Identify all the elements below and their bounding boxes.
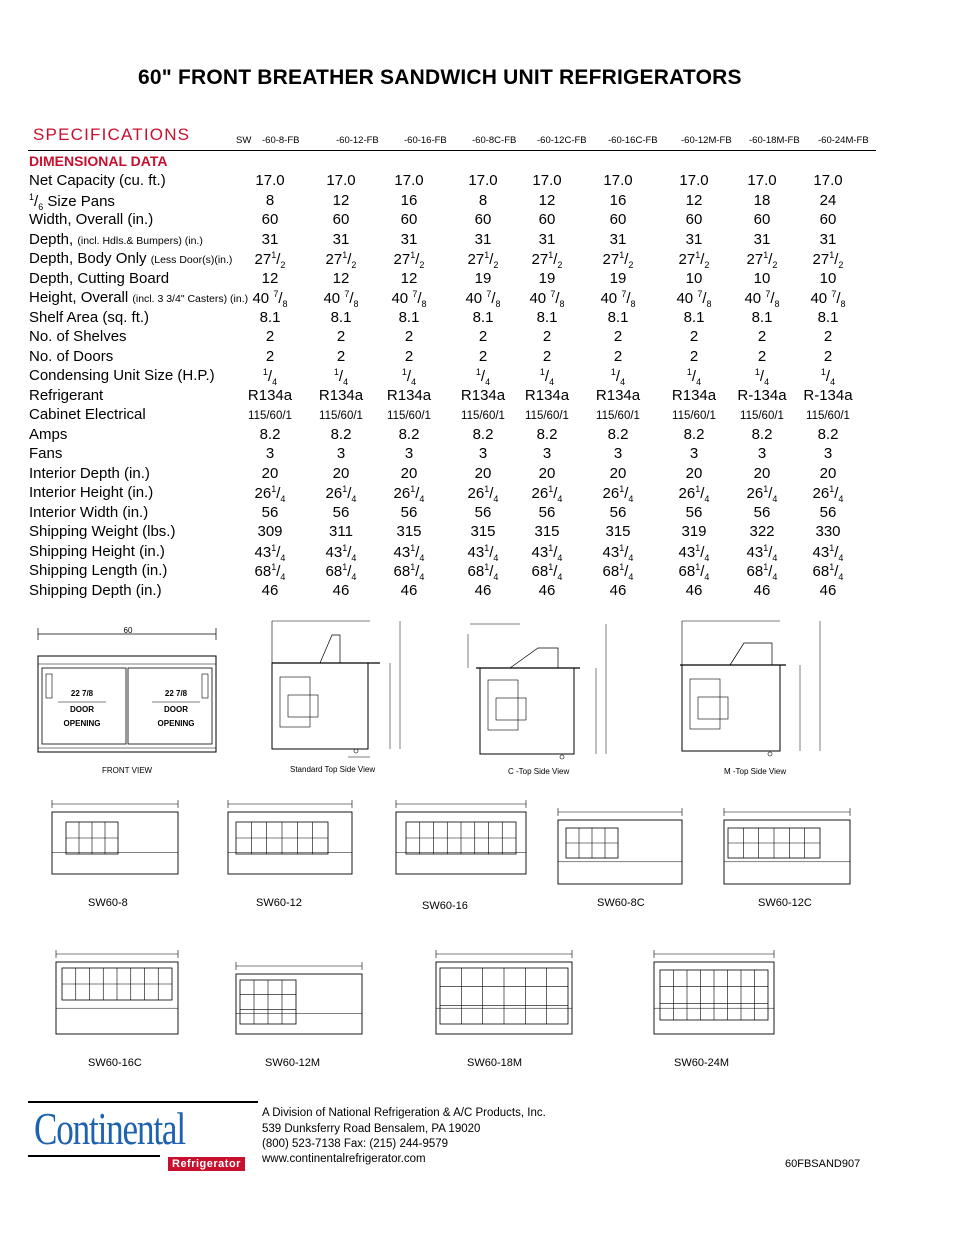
- front-width-dim: 60: [123, 626, 133, 635]
- spec-cell: 3: [689, 445, 699, 462]
- sw60-18m-top-view: [426, 950, 582, 1046]
- spec-cell: 60: [332, 211, 350, 228]
- spec-cell: $43^1/_4$: [602, 542, 634, 563]
- spec-cell: 20: [474, 464, 492, 482]
- spec-row-label: Shipping Length (in.): [29, 562, 168, 579]
- spec-cell: 8.1: [259, 308, 281, 326]
- spec-cell: 12: [538, 191, 556, 209]
- spec-cell: 10: [685, 269, 703, 287]
- spec-row-label: Condensing Unit Size (H.P.): [29, 367, 215, 384]
- company-phone: (800) 523-7138 Fax: (215) 244-9579: [262, 1138, 449, 1150]
- spec-cell: 17.0: [747, 172, 777, 189]
- spec-cell: 17.0: [603, 172, 633, 189]
- spec-cell: 46: [400, 581, 418, 599]
- spec-cell: 56: [753, 503, 771, 521]
- spec-row-label: Interior Height (in.): [29, 484, 154, 501]
- spec-cell: $^1/_4$: [754, 367, 770, 387]
- spec-cell: 56: [474, 503, 492, 521]
- spec-cell: 20: [400, 464, 418, 482]
- spec-cell: 2: [757, 347, 767, 365]
- spec-cell: 19: [538, 269, 556, 287]
- spec-cell: $26^1/_4$: [812, 484, 844, 504]
- spec-cell: 115/60/1: [596, 410, 640, 422]
- document-code: 60FBSAND907: [785, 1158, 861, 1170]
- spec-cell: 20: [609, 464, 627, 482]
- spec-cell: 16: [400, 191, 418, 209]
- spec-cell: R134a: [247, 386, 293, 404]
- spec-cell: 60: [261, 211, 279, 228]
- c-side-view-caption: C -Top Side View: [508, 767, 570, 776]
- spec-cell: 8.1: [330, 308, 352, 326]
- spec-cell: 8.2: [472, 425, 494, 443]
- spec-row-label: $^1/_6$ Size Pans: [29, 191, 115, 212]
- spec-cell: $43^1/_4$: [393, 542, 425, 563]
- sw60-18m-caption: SW60-18M: [467, 1057, 523, 1069]
- spec-cell: 31: [332, 230, 350, 248]
- standard-side-view-drawing: [240, 617, 440, 765]
- spec-cell: 3: [265, 445, 275, 462]
- spec-cell: 46: [538, 581, 556, 599]
- spec-cell: 40 $^7/_8$: [600, 289, 636, 309]
- spec-cell: 12: [332, 191, 350, 209]
- spec-row-label: Net Capacity (cu. ft.): [29, 172, 166, 189]
- spec-row-label: Width, Overall (in.): [29, 211, 154, 228]
- sw60-24m-caption: SW60-24M: [674, 1057, 730, 1069]
- spec-cell: 60: [474, 211, 492, 228]
- sw60-12-caption: SW60-12: [256, 897, 302, 909]
- sw60-16c-top-view: [46, 950, 188, 1046]
- dimensional-data-heading: DIMENSIONAL DATA: [29, 153, 168, 169]
- sw60-12-top-view: [218, 800, 362, 886]
- spec-cell: 2: [478, 347, 488, 365]
- sw60-8c-top-view: [548, 808, 692, 896]
- spec-cell: 10: [753, 269, 771, 287]
- sw60-8-top-view: [42, 800, 188, 886]
- spec-cell: 2: [336, 347, 346, 365]
- spec-cell: 8.2: [398, 425, 420, 443]
- spec-cell: R134a: [671, 386, 717, 404]
- spec-cell: $26^1/_4$: [393, 484, 425, 504]
- spec-cell: 40 $^7/_8$: [529, 289, 565, 309]
- spec-cell: 60: [609, 211, 627, 228]
- spec-cell: 56: [685, 503, 703, 521]
- spec-cell: $27^1/_2$: [393, 250, 425, 270]
- spec-cell: 2: [542, 347, 552, 365]
- spec-row-label: Fans: [29, 445, 63, 462]
- spec-cell: $43^1/_4$: [254, 542, 286, 563]
- c-side-view-drawing: [450, 620, 620, 770]
- spec-cell: 2: [823, 328, 833, 345]
- spec-cell: 17.0: [394, 172, 424, 189]
- spec-cell: 2: [265, 347, 275, 365]
- spec-cell: 8.1: [472, 308, 494, 326]
- refrigerator-logo-tag: Refrigerator: [168, 1157, 245, 1171]
- spec-cell: 315: [470, 523, 496, 540]
- spec-cell: R-134a: [803, 386, 853, 404]
- spec-cell: 40 $^7/_8$: [252, 289, 288, 309]
- spec-cell: $^1/_4$: [475, 367, 491, 387]
- spec-row-label: Depth, Cutting Board: [29, 269, 170, 287]
- spec-cell: $26^1/_4$: [531, 484, 563, 504]
- page-title: 60" FRONT BREATHER SANDWICH UNIT REFRIGERATORS: [138, 66, 742, 89]
- standard-side-view-caption: Standard Top Side View: [290, 765, 376, 774]
- sw60-24m-top-view: [644, 950, 784, 1046]
- spec-cell: $^1/_4$: [610, 367, 626, 387]
- spec-cell: 12: [685, 191, 703, 209]
- spec-cell: 20: [685, 464, 703, 482]
- spec-cell: 17.0: [813, 172, 843, 189]
- model-column-header: -60-8C-FB: [472, 135, 517, 146]
- spec-row-label: Shipping Depth (in.): [29, 581, 162, 599]
- spec-cell: 20: [538, 464, 556, 482]
- door-opening-right: OPENING: [157, 719, 195, 728]
- spec-cell: $27^1/_2$: [746, 250, 778, 270]
- door-label-left: DOOR: [70, 705, 94, 714]
- spec-cell: 10: [819, 269, 837, 287]
- spec-cell: $^1/_4$: [539, 367, 555, 387]
- spec-cell: 2: [689, 347, 699, 365]
- spec-cell: 3: [757, 445, 767, 462]
- spec-cell: $43^1/_4$: [467, 542, 499, 563]
- spec-cell: 46: [261, 581, 279, 599]
- model-column-header: -60-16-FB: [404, 135, 447, 146]
- m-side-view-drawing: [650, 617, 840, 767]
- spec-cell: 2: [613, 328, 623, 345]
- spec-cell: 8.2: [607, 425, 629, 443]
- spec-cell: 20: [819, 464, 837, 482]
- spec-cell: 315: [534, 523, 560, 540]
- spec-cell: R134a: [524, 386, 570, 404]
- spec-cell: 115/60/1: [319, 410, 363, 422]
- spec-cell: 17.0: [532, 172, 562, 189]
- spec-cell: $68^1/_4$: [325, 562, 357, 582]
- spec-cell: 2: [613, 347, 623, 365]
- spec-cell: 315: [396, 523, 422, 540]
- sw60-16c-caption: SW60-16C: [88, 1057, 142, 1069]
- front-view-caption: FRONT VIEW: [102, 766, 153, 775]
- spec-cell: 115/60/1: [740, 410, 784, 422]
- spec-cell: 8.2: [536, 425, 558, 443]
- spec-cell: $43^1/_4$: [325, 542, 357, 563]
- spec-cell: 46: [819, 581, 837, 599]
- spec-cell: $^1/_4$: [262, 367, 278, 387]
- spec-cell: 40 $^7/_8$: [744, 289, 780, 309]
- spec-cell: 24: [819, 191, 837, 209]
- spec-cell: 19: [609, 269, 627, 287]
- spec-cell: 31: [609, 230, 627, 248]
- spec-cell: 315: [605, 523, 631, 540]
- spec-cell: 8.2: [330, 425, 352, 443]
- sw60-12c-caption: SW60-12C: [758, 897, 812, 909]
- spec-cell: 17.0: [679, 172, 709, 189]
- spec-cell: 46: [332, 581, 350, 599]
- spec-cell: 8.1: [817, 308, 839, 326]
- spec-cell: 20: [261, 464, 279, 482]
- spec-cell: $68^1/_4$: [393, 562, 425, 582]
- spec-cell: $68^1/_4$: [254, 562, 286, 582]
- spec-cell: 16: [609, 191, 627, 209]
- spec-cell: $27^1/_2$: [325, 250, 357, 270]
- company-division: A Division of National Refrigeration & A/C Products, Inc.: [262, 1107, 546, 1119]
- spec-cell: 46: [685, 581, 703, 599]
- spec-cell: R-134a: [737, 386, 787, 404]
- spec-cell: 3: [404, 445, 414, 462]
- spec-cell: $27^1/_2$: [254, 250, 286, 270]
- spec-cell: 17.0: [255, 172, 285, 189]
- spec-cell: $^1/_4$: [686, 367, 702, 387]
- spec-cell: 31: [474, 230, 492, 248]
- spec-cell: 12: [261, 269, 279, 287]
- model-column-header: -60-24M-FB: [818, 135, 869, 146]
- spec-cell: $27^1/_2$: [602, 250, 634, 270]
- spec-cell: 115/60/1: [525, 410, 569, 422]
- spec-cell: 40 $^7/_8$: [323, 289, 359, 309]
- spec-cell: $43^1/_4$: [531, 542, 563, 563]
- sw60-12m-top-view: [226, 962, 372, 1046]
- spec-cell: 8.2: [683, 425, 705, 443]
- spec-cell: 12: [400, 269, 418, 287]
- spec-cell: R134a: [460, 386, 506, 404]
- spec-cell: $68^1/_4$: [812, 562, 844, 582]
- company-website: www.continentalrefrigerator.com: [262, 1153, 426, 1165]
- spec-cell: 46: [474, 581, 492, 599]
- spec-cell: 2: [404, 347, 414, 365]
- sw60-16-caption: SW60-16: [422, 900, 468, 912]
- spec-cell: 60: [753, 211, 771, 228]
- door-label-right: DOOR: [164, 705, 188, 714]
- spec-cell: $68^1/_4$: [746, 562, 778, 582]
- spec-cell: $^1/_4$: [333, 367, 349, 387]
- spec-cell: 20: [332, 464, 350, 482]
- spec-cell: 115/60/1: [806, 410, 850, 422]
- spec-cell: $27^1/_2$: [531, 250, 563, 270]
- spec-cell: 8.1: [607, 308, 629, 326]
- spec-row-label: Depth, Body Only (Less Door(s)(in.): [29, 250, 233, 267]
- door-opening-left: OPENING: [63, 719, 101, 728]
- model-column-header: -60-12M-FB: [681, 135, 732, 146]
- spec-cell: 3: [478, 445, 488, 462]
- footer-rule-bottom: [28, 1155, 160, 1157]
- spec-cell: 46: [609, 581, 627, 599]
- sw60-8c-caption: SW60-8C: [597, 897, 645, 909]
- spec-cell: R134a: [318, 386, 364, 404]
- spec-cell: 56: [332, 503, 350, 521]
- spec-row-label: Depth, (incl. Hdls.& Bumpers) (in.): [29, 230, 203, 248]
- spec-cell: $68^1/_4$: [531, 562, 563, 582]
- spec-cell: 31: [538, 230, 556, 248]
- spec-cell: $27^1/_2$: [467, 250, 499, 270]
- model-column-header: -60-8-FB: [262, 135, 300, 146]
- spec-cell: $68^1/_4$: [467, 562, 499, 582]
- model-prefix: SW: [236, 135, 252, 146]
- door-dim-right: 22 7/8: [164, 689, 188, 698]
- sw60-12c-top-view: [714, 808, 860, 896]
- spec-cell: 311: [329, 523, 353, 540]
- spec-cell: 31: [400, 230, 418, 248]
- spec-cell: 12: [332, 269, 350, 287]
- door-dim-left: 22 7/8: [70, 689, 94, 698]
- specifications-heading: SPECIFICATIONS: [33, 125, 191, 144]
- spec-cell: $43^1/_4$: [678, 542, 710, 563]
- spec-cell: 17.0: [326, 172, 356, 189]
- spec-cell: $26^1/_4$: [467, 484, 499, 504]
- sw60-8-caption: SW60-8: [88, 897, 128, 909]
- spec-cell: R134a: [595, 386, 641, 404]
- spec-row-label: Shipping Weight (lbs.): [29, 523, 176, 540]
- spec-cell: 46: [753, 581, 771, 599]
- spec-cell: 115/60/1: [387, 410, 431, 422]
- spec-cell: 2: [478, 328, 488, 345]
- continental-logo: Continental: [34, 1104, 185, 1154]
- spec-cell: $27^1/_2$: [678, 250, 710, 270]
- spec-row-label: Height, Overall (incl. 3 3/4" Casters) (in.): [29, 289, 249, 306]
- spec-cell: $26^1/_4$: [254, 484, 286, 504]
- spec-cell: 17.0: [468, 172, 498, 189]
- spec-cell: 3: [336, 445, 346, 462]
- spec-cell: $^1/_4$: [401, 367, 417, 387]
- spec-row-label: Interior Width (in.): [29, 503, 149, 521]
- spec-cell: $^1/_4$: [820, 367, 836, 387]
- spec-cell: 8.2: [751, 425, 773, 443]
- spec-cell: 31: [261, 230, 279, 248]
- spec-cell: 322: [749, 523, 775, 540]
- spec-row-label: Interior Depth (in.): [29, 464, 150, 482]
- spec-cell: 8.1: [751, 308, 773, 326]
- spec-row-label: No. of Shelves: [29, 328, 127, 345]
- model-column-header: -60-12C-FB: [537, 135, 587, 146]
- spec-cell: 56: [400, 503, 418, 521]
- spec-cell: 8.1: [398, 308, 420, 326]
- spec-cell: 40 $^7/_8$: [676, 289, 712, 309]
- spec-row-label: Amps: [29, 425, 68, 443]
- spec-cell: 8.1: [683, 308, 705, 326]
- spec-cell: 19: [474, 269, 492, 287]
- spec-row-label: Shelf Area (sq. ft.): [29, 308, 150, 326]
- spec-cell: 60: [819, 211, 837, 228]
- spec-cell: $68^1/_4$: [678, 562, 710, 582]
- spec-row-label: Refrigerant: [29, 386, 104, 404]
- spec-cell: $26^1/_4$: [746, 484, 778, 504]
- spec-cell: 18: [753, 191, 771, 209]
- spec-cell: 60: [538, 211, 556, 228]
- spec-cell: 3: [613, 445, 623, 462]
- model-column-header: -60-16C-FB: [608, 135, 658, 146]
- spec-cell: 2: [336, 328, 346, 345]
- spec-cell: 2: [689, 328, 699, 345]
- spec-cell: 3: [542, 445, 552, 462]
- spec-cell: 56: [538, 503, 556, 521]
- spec-cell: 115/60/1: [461, 410, 505, 422]
- spec-cell: $43^1/_4$: [746, 542, 778, 563]
- spec-cell: $68^1/_4$: [602, 562, 634, 582]
- spec-cell: 8: [265, 191, 275, 209]
- front-view-drawing: [36, 622, 226, 772]
- header-rule: [28, 150, 876, 151]
- spec-cell: 20: [753, 464, 771, 482]
- spec-cell: 8.1: [536, 308, 558, 326]
- spec-cell: 31: [819, 230, 837, 248]
- spec-cell: 31: [753, 230, 771, 248]
- spec-cell: R134a: [386, 386, 432, 404]
- spec-cell: $27^1/_2$: [812, 250, 844, 270]
- spec-cell: 40 $^7/_8$: [465, 289, 501, 309]
- sw60-12m-caption: SW60-12M: [265, 1057, 321, 1069]
- spec-cell: 115/60/1: [248, 410, 292, 422]
- spec-cell: 330: [815, 523, 841, 540]
- model-column-header: -60-18M-FB: [749, 135, 800, 146]
- spec-cell: 31: [685, 230, 703, 248]
- spec-cell: 56: [609, 503, 627, 521]
- spec-row-label: Shipping Height (in.): [29, 542, 165, 560]
- spec-cell: $26^1/_4$: [325, 484, 357, 504]
- spec-cell: 60: [685, 211, 703, 228]
- spec-cell: 2: [823, 347, 833, 365]
- spec-cell: 319: [681, 523, 707, 540]
- spec-cell: 56: [819, 503, 837, 521]
- spec-cell: $26^1/_4$: [678, 484, 710, 504]
- spec-cell: 309: [257, 523, 283, 540]
- spec-cell: 115/60/1: [672, 410, 716, 422]
- spec-cell: $26^1/_4$: [602, 484, 634, 504]
- model-column-header: -60-12-FB: [336, 135, 379, 146]
- spec-row-label: Cabinet Electrical: [29, 406, 146, 423]
- spec-cell: 2: [404, 328, 414, 345]
- spec-cell: 8.2: [259, 425, 281, 443]
- spec-cell: 2: [542, 328, 552, 345]
- m-side-view-caption: M -Top Side View: [724, 767, 787, 776]
- spec-cell: 56: [261, 503, 279, 521]
- spec-row-label: No. of Doors: [29, 347, 114, 365]
- company-address: 539 Dunksferry Road Bensalem, PA 19020: [262, 1123, 481, 1135]
- spec-cell: 2: [265, 328, 275, 345]
- spec-cell: 40 $^7/_8$: [391, 289, 427, 309]
- spec-cell: 3: [823, 445, 833, 462]
- spec-cell: 8: [478, 191, 488, 209]
- spec-cell: 8.2: [817, 425, 839, 443]
- spec-cell: 40 $^7/_8$: [810, 289, 846, 309]
- spec-cell: $43^1/_4$: [812, 542, 844, 563]
- spec-cell: 2: [757, 328, 767, 345]
- sw60-16-top-view: [386, 800, 536, 886]
- spec-cell: 60: [400, 211, 418, 228]
